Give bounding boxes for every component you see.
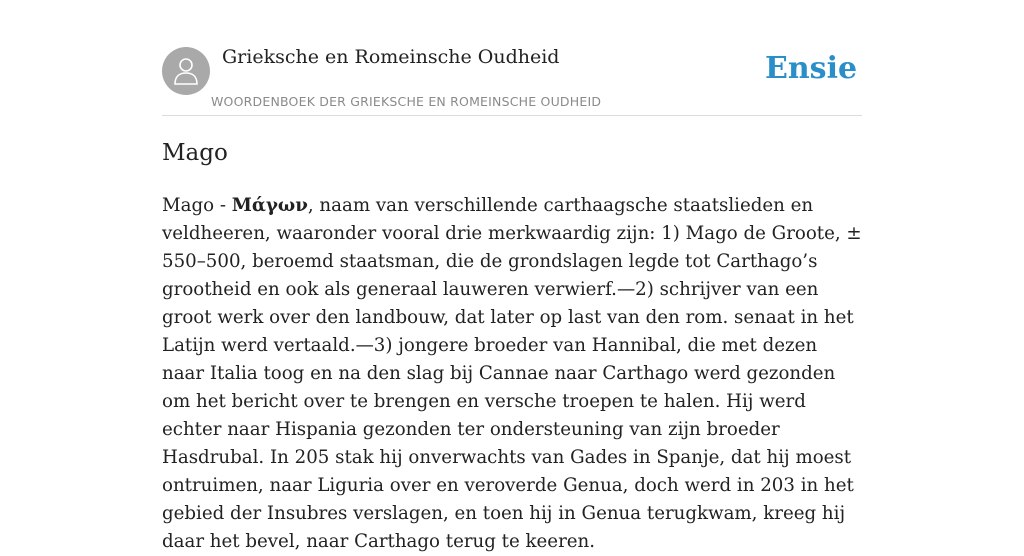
brand-logo[interactable]: Ensie xyxy=(765,51,858,86)
source-title[interactable]: Grieksche en Romeinsche Oudheid xyxy=(222,46,560,68)
header-divider xyxy=(162,115,862,116)
source-subtitle: WOORDENBOEK DER GRIEKSCHE EN ROMEINSCHE OUDHEID xyxy=(211,94,602,109)
greek-term: Μάγων xyxy=(231,195,308,216)
avatar[interactable] xyxy=(162,47,210,95)
user-icon xyxy=(172,56,200,86)
page-title: Mago xyxy=(162,140,228,166)
entry-body: , naam van verschillende carthaagsche staatslieden en veldheeren, waaronder vooral drie merkwaardig zijn: 1) Mago de Groote, ± 550–500, beroemd staatsman, die de grondslagen legde tot Carthago’s grootheid en ook als generaal lauweren verwierf.—2) schrijver van een groot werk over den landbouw, dat later op last van den rom. senaat in het Latijn werd vertaald.—3) jongere broeder van Hannibal, die met dezen naar Italia toog en na den slag bij Cannae naar Carthago werd gezonden om het bericht over te brengen en versche troepen te halen. Hij werd echter naar Hispania gezonden ter ondersteuning van zijn broeder Hasdrubal. In 205 stak hij onverwachts van Gades in Spanje, dat hij moest ontruimen, naar Liguria over en veroverde Genua, doch werd in 203 in het gebied der Insubres verslagen, en toen hij in Genua terugkwam, kreeg hij daar het bevel, naar Carthago terug te keeren. xyxy=(162,195,862,552)
lead-term: Mago - xyxy=(162,195,232,216)
entry-text xyxy=(162,192,862,556)
